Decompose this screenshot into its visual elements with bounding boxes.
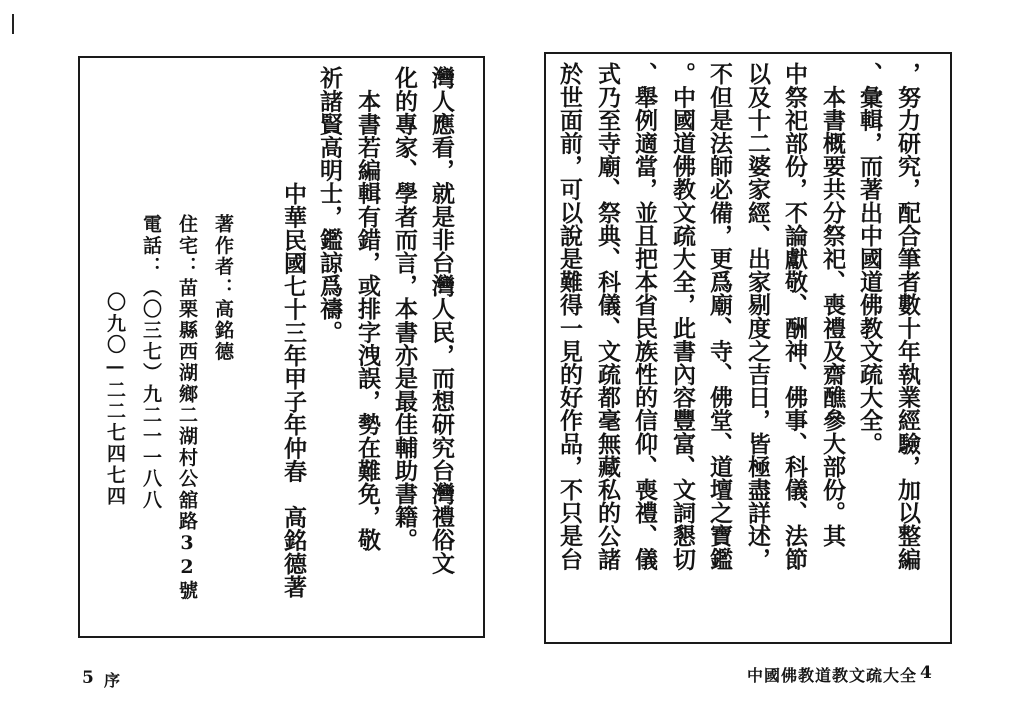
- text-column: 。中國道佛教文疏大全，此書內容豐富、文詞懇切: [669, 62, 696, 571]
- text-column: 化的專家、學者而言，本書亦是最佳輔助書籍。: [391, 66, 418, 552]
- text-column: ，努力研究，配合筆者數十年執業經驗，加以整編: [894, 62, 921, 571]
- scan-mark: [12, 14, 14, 34]
- text-column: 祈諸賢高明士，鑑諒爲禱。: [316, 66, 343, 344]
- text-column: 灣人應看，就是非台灣人民，而想研究台灣禮俗文: [428, 66, 455, 575]
- text-column: 本書概要共分祭祀、喪禮及齋醮參大部份。其: [819, 62, 846, 548]
- text-column: 於世面前，可以說是難得一見的好作品，不只是台: [556, 62, 583, 571]
- text-column: 中祭祀部份，不論獻敬、酬神、佛事、科儀、法節: [781, 62, 808, 571]
- author-line: 著作者：高銘德: [212, 214, 234, 363]
- date-signature: 中華民國七十三年甲子年仲春 高銘德著: [280, 182, 307, 598]
- text-column: 不但是法師必備，更爲廟、寺、佛堂、道壇之寶鑑: [706, 62, 733, 571]
- book-title-footer: 中國佛教道教文疏大全: [747, 666, 918, 685]
- page-number-left: 5: [82, 668, 94, 688]
- text-column: 以及十二婆家經、出家剔度之吉日，皆極盡詳述，: [744, 62, 771, 571]
- section-title-left: 序: [104, 671, 121, 690]
- text-column: 式乃至寺廟、祭典、科儀、文疏都毫無藏私的公諸: [594, 62, 621, 571]
- mobile-line: 〇九〇—二二七四七四: [104, 292, 126, 507]
- page-number-right: 4: [920, 663, 932, 683]
- text-column: 、舉例適當，並且把本省民族性的信仰、喪禮、儀: [631, 62, 658, 571]
- address-line: 住宅：苗栗縣西湖鄉二湖村公舘路32號: [176, 214, 198, 602]
- phone-line: 電話：（〇三七）九二一一八八: [140, 214, 162, 511]
- text-column: 本書若編輯有錯，或排字洩誤，勢在難免，敬: [354, 66, 381, 552]
- text-column: 、彙輯，而著出中國道佛教文疏大全。: [856, 62, 883, 455]
